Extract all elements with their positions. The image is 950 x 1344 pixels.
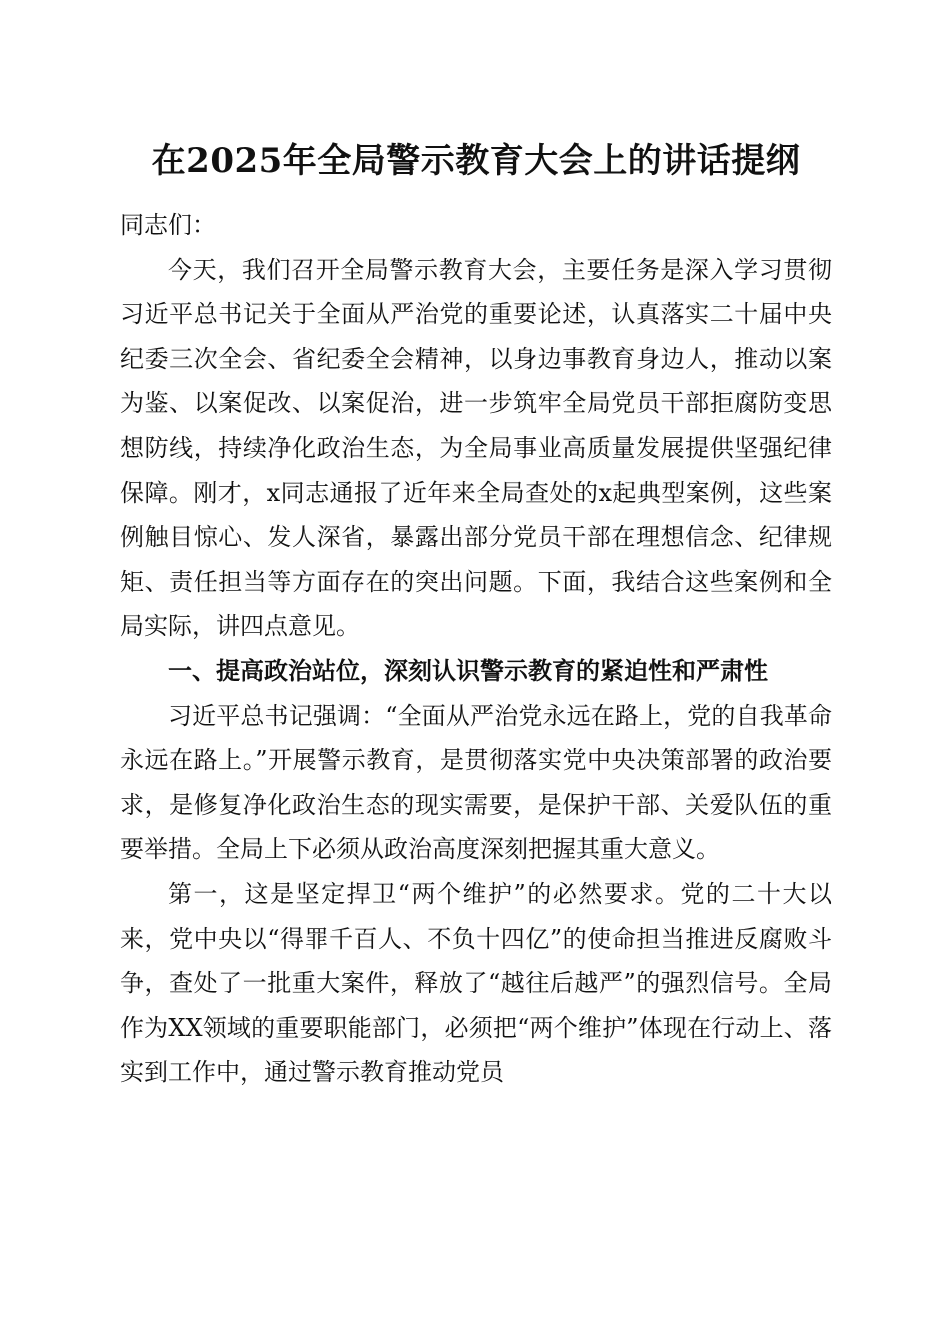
section-paragraph: 习近平总书记强调：“全面从严治党永远在路上，党的自我革命永远在路上。”开展警示教育，是贯彻落实党中央决策部署的政治要求，是修复净化政治生态的现实需要，是保护干部、关爱队伍的重要举措。全局上下必须从政治高度深刻把握其重大意义。 [120,701,832,864]
document-title: 在2025年全局警示教育大会上的讲话提纲 [151,141,801,181]
salutation: 同志们： [120,211,216,239]
section-paragraph: 第一，这是坚定捍卫“两个维护”的必然要求。党的二十大以来，党中央以“得罪千百人、不负十四亿”的使命担当推进反腐败斗争，查处了一批重大案件，释放了“越往后越严”的强烈信号。全局作为XX领域的重要职能部门，必须把“两个维护”体现在行动上、落实到工作中，通过警示教育推动党员 [120,879,832,1087]
document-body [120,203,832,1095]
opening-paragraph: 今天，我们召开全局警示教育大会，主要任务是深入学习贯彻习近平总书记关于全面从严治党的重要论述，认真落实二十届中央纪委三次全会、省纪委全会精神，以身边事教育身边人，推动以案为鉴、以案促改、以案促治，进一步筑牢全局党员干部拒腐防变思想防线，持续净化政治生态，为全局事业高质量发展提供坚强纪律保障。刚才，x同志通报了近年来全局查处的x起典型案例，这些案例触目惊心、发人深省，暴露出部分党员干部在理想信念、纪律规矩、责任担当等方面存在的突出问题。下面，我结合这些案例和全局实际，讲四点意见。 [120,255,832,641]
section-heading: 一、提高政治站位，深刻认识警示教育的紧迫性和严肃性 [168,656,768,685]
